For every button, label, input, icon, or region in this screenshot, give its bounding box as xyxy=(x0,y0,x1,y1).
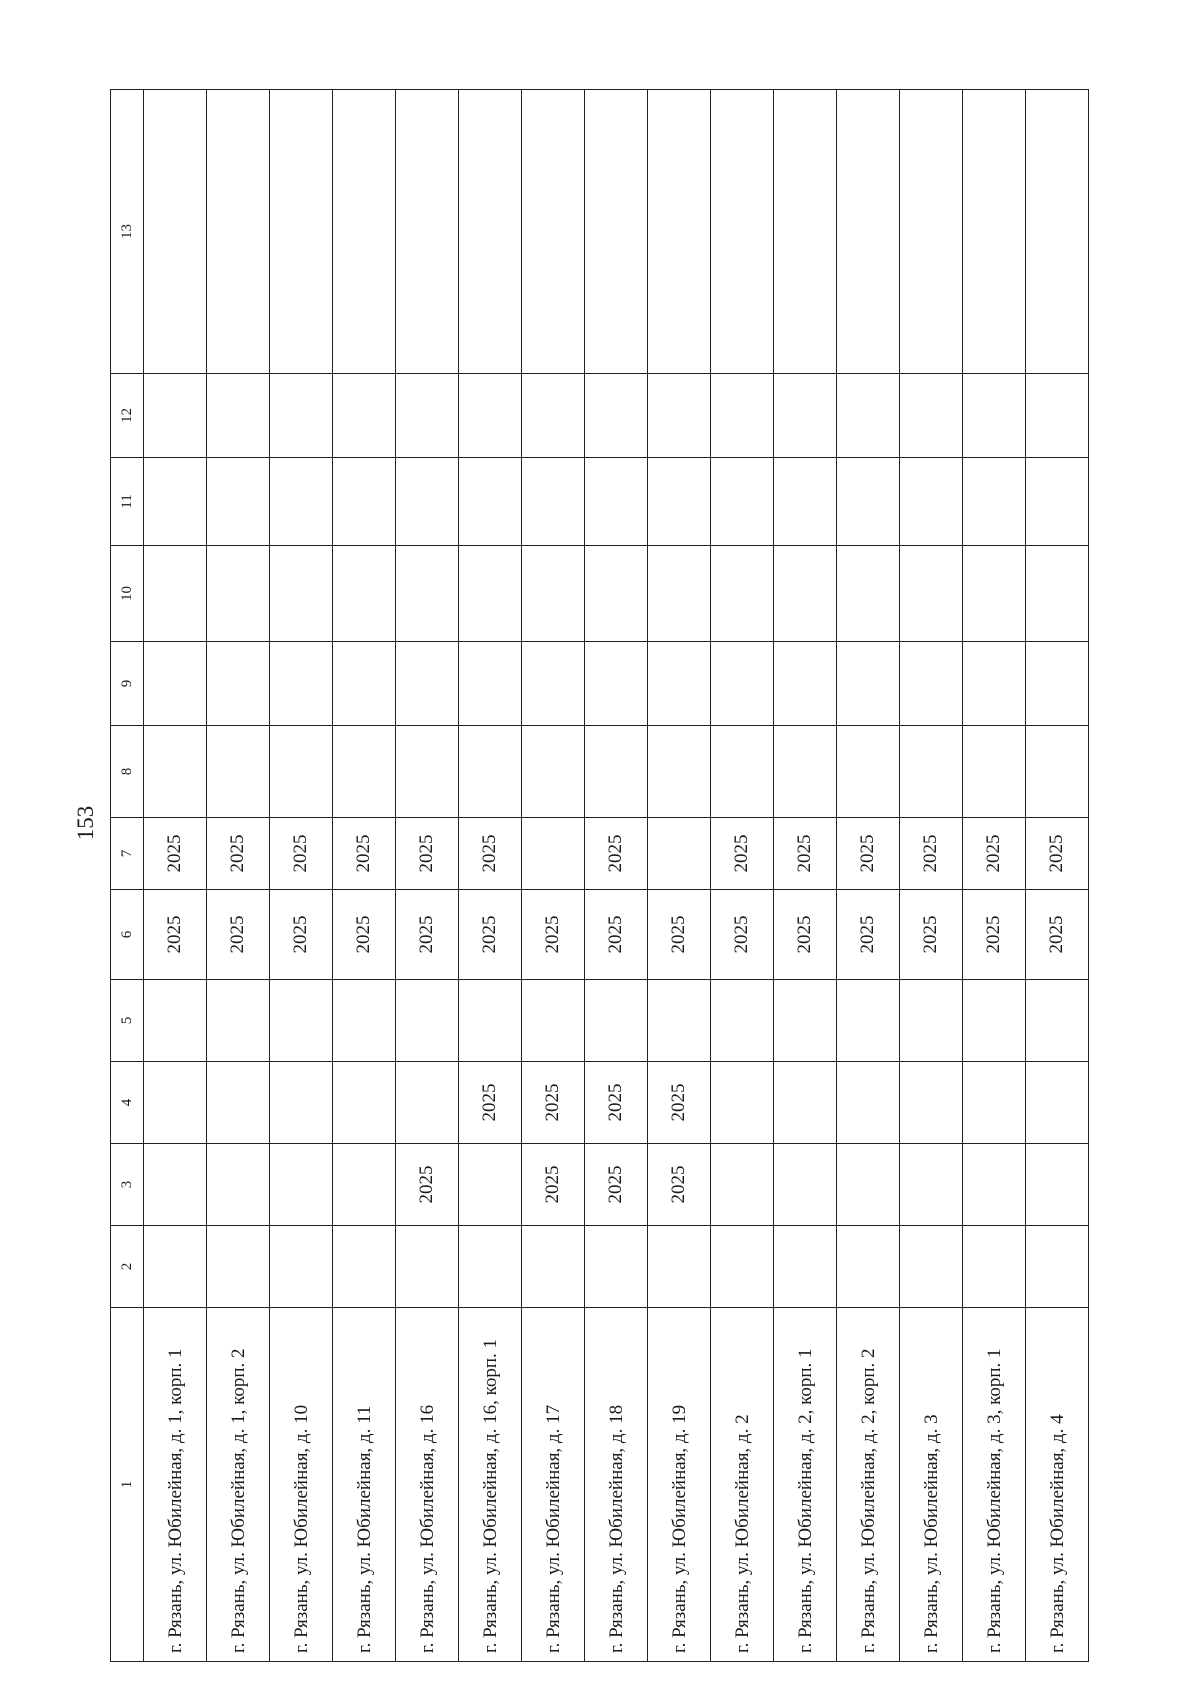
year-cell xyxy=(270,90,333,374)
year-cell xyxy=(711,980,774,1062)
year-cell xyxy=(900,642,963,726)
year-cell xyxy=(144,1144,207,1226)
year-cell xyxy=(837,980,900,1062)
year-cell xyxy=(1026,1226,1089,1308)
year-cell xyxy=(207,980,270,1062)
year-cell: 2025 xyxy=(144,890,207,980)
table-row xyxy=(963,90,1026,1662)
table-row xyxy=(900,90,963,1662)
year-cell xyxy=(774,1226,837,1308)
column-number: 1 xyxy=(111,1308,144,1662)
year-cell xyxy=(333,90,396,374)
year-cell xyxy=(1026,458,1089,546)
year-cell xyxy=(270,1144,333,1226)
year-cell xyxy=(1026,90,1089,374)
year-cell xyxy=(144,726,207,818)
address-cell: г. Рязань, ул. Юбилейная, д. 3, корп. 1 xyxy=(963,1308,1026,1662)
year-cell xyxy=(396,980,459,1062)
column-number: 9 xyxy=(111,642,144,726)
address-cell: г. Рязань, ул. Юбилейная, д. 4 xyxy=(1026,1308,1089,1662)
year-cell xyxy=(837,90,900,374)
column-number: 5 xyxy=(111,980,144,1062)
year-cell xyxy=(270,458,333,546)
address-cell: г. Рязань, ул. Юбилейная, д. 11 xyxy=(333,1308,396,1662)
year-cell xyxy=(900,546,963,642)
year-cell: 2025 xyxy=(396,1144,459,1226)
address-cell: г. Рязань, ул. Юбилейная, д. 1, корп. 2 xyxy=(207,1308,270,1662)
address-cell: г. Рязань, ул. Юбилейная, д. 18 xyxy=(585,1308,648,1662)
year-cell xyxy=(207,1062,270,1144)
column-number: 7 xyxy=(111,818,144,890)
year-cell: 2025 xyxy=(963,890,1026,980)
year-cell xyxy=(522,642,585,726)
year-cell: 2025 xyxy=(585,1062,648,1144)
year-cell xyxy=(396,90,459,374)
address-cell: г. Рязань, ул. Юбилейная, д. 2, корп. 1 xyxy=(774,1308,837,1662)
year-cell: 2025 xyxy=(522,890,585,980)
year-cell xyxy=(144,642,207,726)
year-cell xyxy=(144,1062,207,1144)
year-cell xyxy=(585,90,648,374)
column-number: 8 xyxy=(111,726,144,818)
year-cell xyxy=(900,458,963,546)
year-cell: 2025 xyxy=(1026,818,1089,890)
year-cell xyxy=(396,642,459,726)
year-cell xyxy=(648,90,711,374)
year-cell xyxy=(459,374,522,458)
year-cell xyxy=(396,458,459,546)
year-cell xyxy=(1026,546,1089,642)
year-cell xyxy=(396,374,459,458)
year-cell: 2025 xyxy=(711,818,774,890)
year-cell xyxy=(270,1062,333,1144)
column-number: 2 xyxy=(111,1226,144,1308)
year-cell xyxy=(459,642,522,726)
year-cell xyxy=(774,374,837,458)
year-cell xyxy=(270,642,333,726)
year-cell: 2025 xyxy=(459,818,522,890)
year-cell xyxy=(774,980,837,1062)
year-cell xyxy=(900,1062,963,1144)
year-cell: 2025 xyxy=(774,818,837,890)
year-cell: 2025 xyxy=(900,890,963,980)
year-cell xyxy=(585,980,648,1062)
year-cell xyxy=(270,1226,333,1308)
address-cell: г. Рязань, ул. Юбилейная, д. 2 xyxy=(711,1308,774,1662)
year-cell: 2025 xyxy=(459,1062,522,1144)
year-cell: 2025 xyxy=(900,818,963,890)
year-cell xyxy=(585,726,648,818)
year-cell xyxy=(837,642,900,726)
table-row xyxy=(333,90,396,1662)
year-cell: 2025 xyxy=(207,818,270,890)
year-cell xyxy=(207,1226,270,1308)
year-cell xyxy=(333,1062,396,1144)
table-row xyxy=(270,90,333,1662)
year-cell: 2025 xyxy=(837,818,900,890)
year-cell: 2025 xyxy=(270,818,333,890)
year-cell xyxy=(774,546,837,642)
year-cell xyxy=(207,458,270,546)
year-cell xyxy=(837,458,900,546)
schedule-table-rotated xyxy=(110,90,1066,1662)
year-cell xyxy=(711,90,774,374)
address-cell: г. Рязань, ул. Юбилейная, д. 16 xyxy=(396,1308,459,1662)
year-cell xyxy=(144,1226,207,1308)
year-cell xyxy=(837,726,900,818)
year-cell xyxy=(648,1226,711,1308)
year-cell xyxy=(270,374,333,458)
table-row xyxy=(396,90,459,1662)
year-cell xyxy=(711,374,774,458)
table-row xyxy=(774,90,837,1662)
year-cell xyxy=(900,1226,963,1308)
year-cell: 2025 xyxy=(522,1062,585,1144)
year-cell xyxy=(774,642,837,726)
year-cell xyxy=(522,546,585,642)
table-row xyxy=(585,90,648,1662)
year-cell xyxy=(144,546,207,642)
year-cell xyxy=(333,726,396,818)
year-cell xyxy=(459,546,522,642)
year-cell xyxy=(963,1226,1026,1308)
year-cell xyxy=(900,374,963,458)
year-cell: 2025 xyxy=(963,818,1026,890)
address-cell: г. Рязань, ул. Юбилейная, д. 3 xyxy=(900,1308,963,1662)
table-row xyxy=(648,90,711,1662)
year-cell xyxy=(774,1062,837,1144)
year-cell xyxy=(648,458,711,546)
year-cell xyxy=(207,642,270,726)
year-cell: 2025 xyxy=(648,890,711,980)
year-cell xyxy=(396,1062,459,1144)
year-cell xyxy=(522,726,585,818)
year-cell: 2025 xyxy=(648,1144,711,1226)
year-cell xyxy=(585,374,648,458)
column-number: 10 xyxy=(111,546,144,642)
year-cell xyxy=(837,546,900,642)
year-cell: 2025 xyxy=(585,890,648,980)
year-cell: 2025 xyxy=(270,890,333,980)
year-cell xyxy=(963,374,1026,458)
year-cell: 2025 xyxy=(396,818,459,890)
year-cell xyxy=(459,1226,522,1308)
year-cell xyxy=(144,980,207,1062)
year-cell: 2025 xyxy=(837,890,900,980)
year-cell xyxy=(963,980,1026,1062)
page-number: 153 xyxy=(73,805,98,841)
year-cell: 2025 xyxy=(333,818,396,890)
year-cell xyxy=(333,546,396,642)
year-cell xyxy=(522,458,585,546)
year-cell: 2025 xyxy=(1026,890,1089,980)
table-row xyxy=(1026,90,1089,1662)
year-cell xyxy=(333,374,396,458)
year-cell xyxy=(585,1226,648,1308)
address-cell: г. Рязань, ул. Юбилейная, д. 1, корп. 1 xyxy=(144,1308,207,1662)
year-cell: 2025 xyxy=(711,890,774,980)
year-cell xyxy=(585,458,648,546)
year-cell xyxy=(333,642,396,726)
address-cell: г. Рязань, ул. Юбилейная, д. 10 xyxy=(270,1308,333,1662)
schedule-table xyxy=(110,89,1089,1662)
year-cell xyxy=(585,642,648,726)
year-cell xyxy=(837,1062,900,1144)
year-cell xyxy=(459,1144,522,1226)
year-cell xyxy=(711,642,774,726)
year-cell xyxy=(207,374,270,458)
year-cell xyxy=(207,1144,270,1226)
year-cell xyxy=(711,546,774,642)
year-cell xyxy=(711,1144,774,1226)
column-number-row xyxy=(111,90,144,1662)
year-cell xyxy=(1026,374,1089,458)
year-cell xyxy=(459,980,522,1062)
year-cell xyxy=(774,1144,837,1226)
column-number: 13 xyxy=(111,90,144,374)
year-cell xyxy=(333,1226,396,1308)
year-cell xyxy=(459,726,522,818)
year-cell xyxy=(1026,1062,1089,1144)
year-cell xyxy=(522,818,585,890)
year-cell: 2025 xyxy=(144,818,207,890)
year-cell xyxy=(270,546,333,642)
table-row xyxy=(144,90,207,1662)
year-cell xyxy=(900,1144,963,1226)
year-cell: 2025 xyxy=(207,890,270,980)
year-cell xyxy=(900,90,963,374)
year-cell: 2025 xyxy=(774,890,837,980)
year-cell xyxy=(333,458,396,546)
year-cell xyxy=(648,726,711,818)
year-cell: 2025 xyxy=(585,818,648,890)
year-cell xyxy=(207,546,270,642)
year-cell xyxy=(648,980,711,1062)
year-cell: 2025 xyxy=(585,1144,648,1226)
table-row xyxy=(459,90,522,1662)
year-cell xyxy=(711,1062,774,1144)
year-cell xyxy=(522,374,585,458)
year-cell xyxy=(270,726,333,818)
year-cell xyxy=(1026,1144,1089,1226)
year-cell xyxy=(711,458,774,546)
year-cell xyxy=(1026,642,1089,726)
year-cell xyxy=(522,90,585,374)
year-cell xyxy=(396,546,459,642)
year-cell xyxy=(963,642,1026,726)
table-row xyxy=(522,90,585,1662)
year-cell xyxy=(774,90,837,374)
year-cell xyxy=(396,726,459,818)
year-cell: 2025 xyxy=(396,890,459,980)
year-cell xyxy=(963,1062,1026,1144)
year-cell: 2025 xyxy=(648,1062,711,1144)
year-cell xyxy=(648,642,711,726)
year-cell xyxy=(144,90,207,374)
year-cell xyxy=(333,980,396,1062)
table-row xyxy=(207,90,270,1662)
year-cell xyxy=(648,546,711,642)
year-cell xyxy=(1026,980,1089,1062)
year-cell xyxy=(837,374,900,458)
year-cell xyxy=(774,726,837,818)
year-cell xyxy=(207,90,270,374)
column-number: 11 xyxy=(111,458,144,546)
year-cell xyxy=(648,818,711,890)
year-cell xyxy=(963,546,1026,642)
year-cell xyxy=(144,458,207,546)
year-cell xyxy=(711,1226,774,1308)
year-cell xyxy=(837,1226,900,1308)
column-number: 3 xyxy=(111,1144,144,1226)
year-cell xyxy=(207,726,270,818)
year-cell xyxy=(963,458,1026,546)
address-cell: г. Рязань, ул. Юбилейная, д. 2, корп. 2 xyxy=(837,1308,900,1662)
year-cell xyxy=(585,546,648,642)
year-cell xyxy=(522,980,585,1062)
year-cell xyxy=(963,1144,1026,1226)
year-cell xyxy=(522,1226,585,1308)
column-number: 4 xyxy=(111,1062,144,1144)
year-cell xyxy=(774,458,837,546)
year-cell xyxy=(711,726,774,818)
year-cell xyxy=(459,90,522,374)
year-cell: 2025 xyxy=(459,890,522,980)
address-cell: г. Рязань, ул. Юбилейная, д. 19 xyxy=(648,1308,711,1662)
address-cell: г. Рязань, ул. Юбилейная, д. 17 xyxy=(522,1308,585,1662)
year-cell: 2025 xyxy=(522,1144,585,1226)
year-cell xyxy=(396,1226,459,1308)
year-cell xyxy=(1026,726,1089,818)
column-number: 12 xyxy=(111,374,144,458)
year-cell xyxy=(900,726,963,818)
year-cell xyxy=(963,90,1026,374)
address-cell: г. Рязань, ул. Юбилейная, д. 16, корп. 1 xyxy=(459,1308,522,1662)
year-cell xyxy=(648,374,711,458)
table-row xyxy=(837,90,900,1662)
year-cell xyxy=(270,980,333,1062)
year-cell xyxy=(837,1144,900,1226)
year-cell xyxy=(144,374,207,458)
year-cell: 2025 xyxy=(333,890,396,980)
table-row xyxy=(711,90,774,1662)
year-cell xyxy=(963,726,1026,818)
year-cell xyxy=(459,458,522,546)
year-cell xyxy=(900,980,963,1062)
year-cell xyxy=(333,1144,396,1226)
column-number: 6 xyxy=(111,890,144,980)
